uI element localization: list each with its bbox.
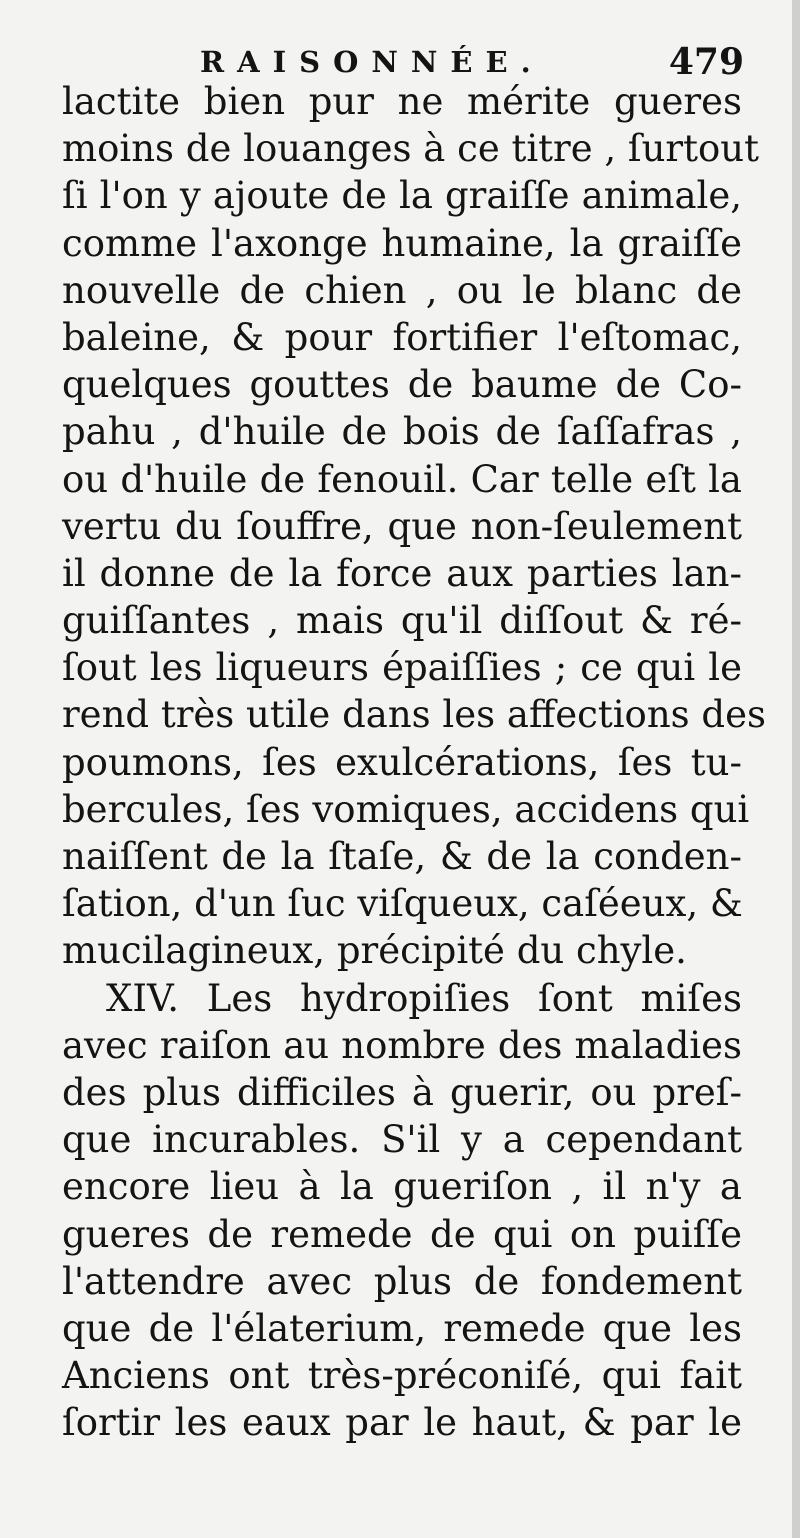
text-line: Anciens ont très-préconiſé, qui fait (62, 1354, 742, 1398)
scan-edge (792, 0, 800, 1538)
text-line: mucilagineux, précipité du chyle. (62, 929, 687, 973)
text-line: que de l'élaterium, remede que les (62, 1306, 742, 1350)
text-line: ou d'huile de fenouil. Car telle eſt la (62, 457, 742, 501)
text-line: encore lieu à la gueriſon , il n'y a (62, 1165, 742, 1209)
text-line: nouvelle de chien , ou le blanc de (62, 268, 742, 312)
text-line: poumons, ſes exulcérations, ſes tu- (62, 740, 742, 784)
text-line: quelques gouttes de baume de Co- (62, 363, 742, 407)
text-line: rend très utile dans les affections des (62, 693, 766, 737)
text-line: pahu , d'huile de bois de ſaſſafras , (62, 410, 742, 454)
text-line: vertu du ſouffre, que non-ſeulement (62, 504, 742, 548)
body-text (62, 78, 766, 1446)
text-line: l'attendre avec plus de fondement (62, 1259, 742, 1303)
text-line: moins de louanges à ce titre , ſurtout (62, 127, 759, 171)
text-line: des plus difficiles à guerir, ou preſ- (62, 1070, 742, 1114)
running-head: RAISONNÉE. (200, 45, 544, 79)
text-line: ſout les liqueurs épaiſſies ; ce qui le (62, 646, 742, 690)
text-line: que incurables. S'il y a cependant (62, 1118, 742, 1162)
text-line: comme l'axonge humaine, la graiſſe (62, 221, 742, 265)
text-line: bercules, ſes vomiques, accidens qui (62, 787, 750, 831)
paragraph-start-line: XIV. Les hydropiſies ſont miſes (106, 976, 742, 1020)
text-line: guiſſantes , mais qu'il diſſout & ré- (62, 599, 742, 643)
text-line: gueres de remede de qui on puiſſe (62, 1212, 742, 1256)
text-line: ſi l'on y ajoute de la graiſſe animale, (62, 174, 742, 218)
text-line: avec raiſon au nombre des maladies (62, 1023, 742, 1067)
text-line: baleine, & pour fortifier l'eſtomac, (62, 315, 742, 359)
text-line: il donne de la force aux parties lan- (62, 551, 742, 595)
text-line: ſation, d'un ſuc viſqueux, caſéeux, & (62, 882, 743, 926)
page-number: 479 (668, 41, 744, 83)
text-line: naiſſent de la ſtaſe, & de la conden- (62, 835, 742, 878)
text-line: lactite bien pur ne mérite gueres (62, 80, 742, 123)
text-line: ſortir les eaux par le haut, & par le (62, 1401, 742, 1445)
